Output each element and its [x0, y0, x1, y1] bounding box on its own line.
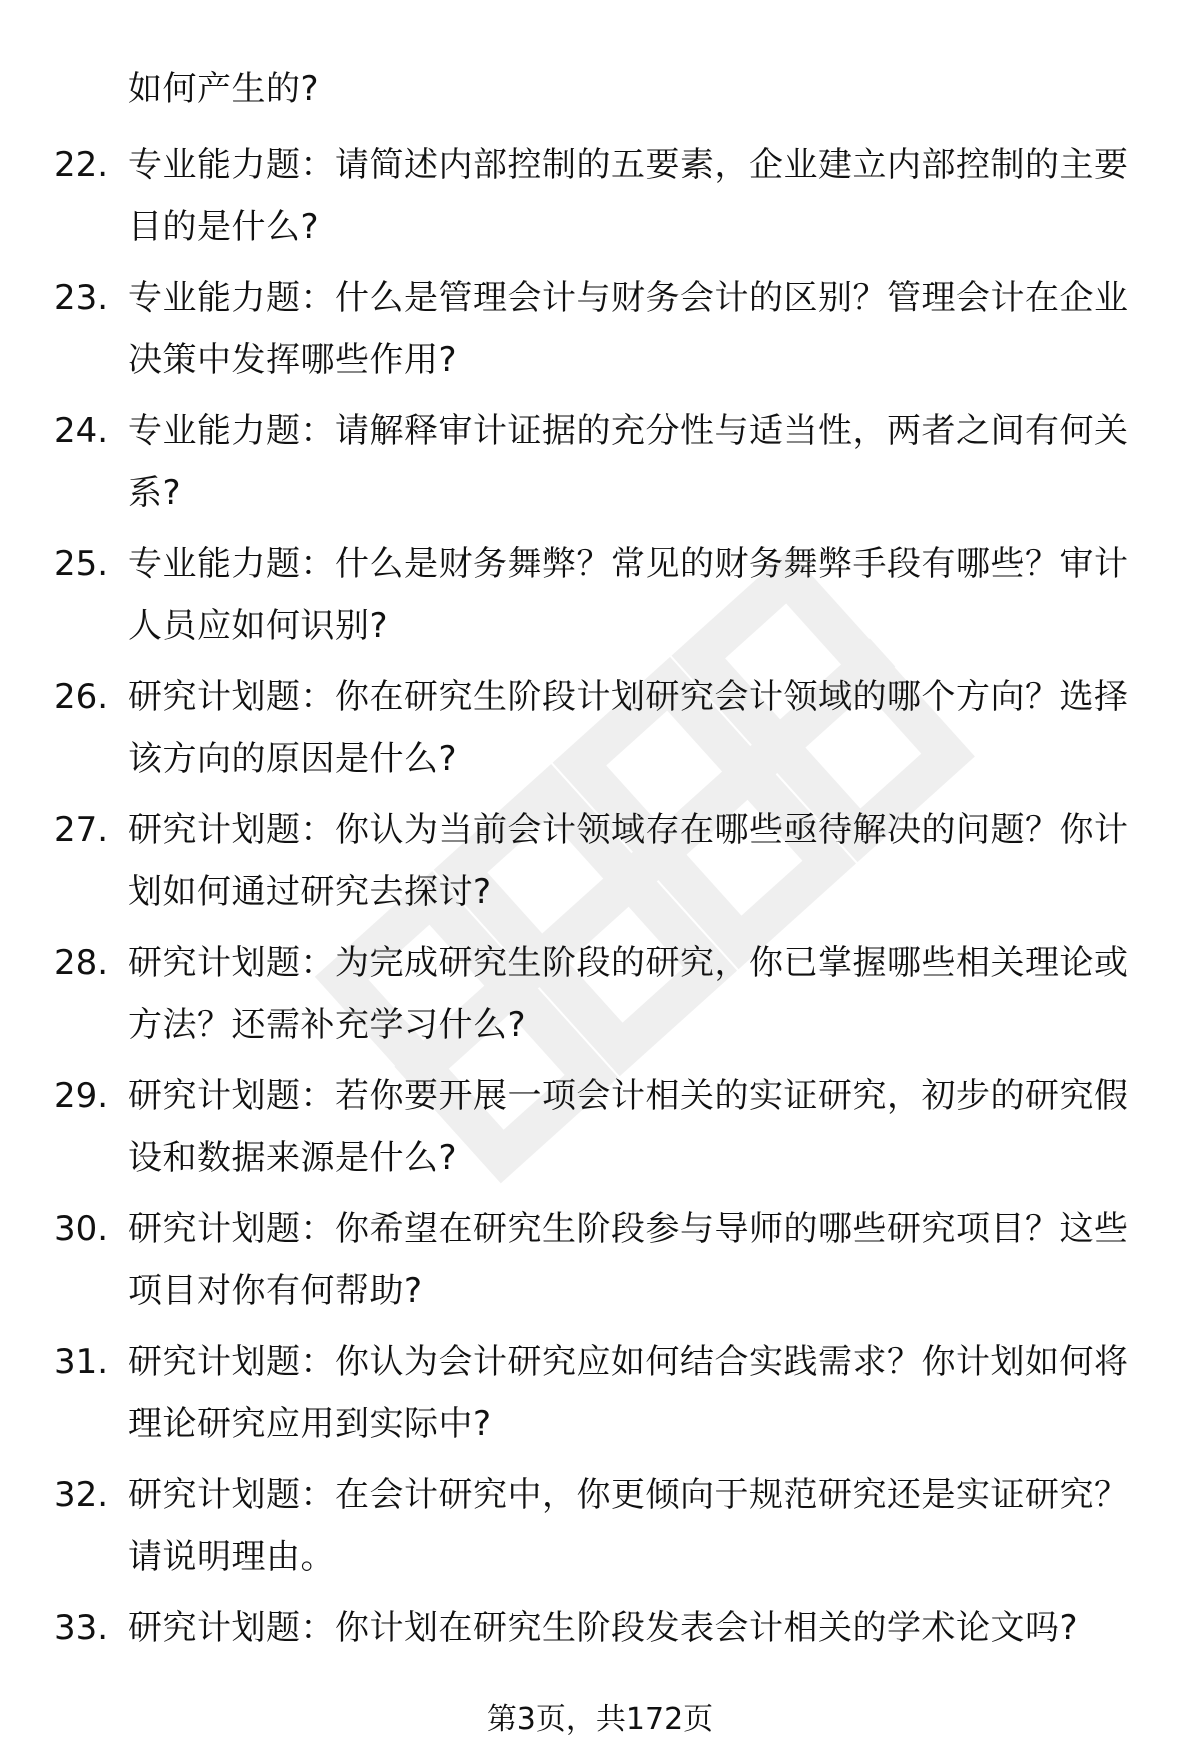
- question-item: [0, 932, 1200, 1056]
- question-item: [0, 1464, 1200, 1588]
- question-text: 研究计划题：若你要开展一项会计相关的实证研究，初步的研究假设和数据来源是什么?: [128, 1076, 1129, 1178]
- question-number: 26.: [54, 677, 109, 717]
- question-number: 29.: [54, 1076, 109, 1116]
- question-item: [0, 666, 1200, 790]
- question-text: 研究计划题：你认为当前会计领域存在哪些亟待解决的问题？你计划如何通过研究去探讨?: [128, 810, 1129, 912]
- question-number: 32.: [54, 1475, 109, 1515]
- question-number: 30.: [54, 1209, 109, 1249]
- question-text: 专业能力题：请解释审计证据的充分性与适当性，两者之间有何关系?: [128, 411, 1129, 513]
- question-list: [0, 134, 1200, 1730]
- question-number: 31.: [54, 1342, 109, 1382]
- question-item: [0, 267, 1200, 391]
- question-text: 专业能力题：请简述内部控制的五要素，企业建立内部控制的主要目的是什么?: [128, 145, 1129, 247]
- question-text: 研究计划题：你认为会计研究应如何结合实践需求？你计划如何将理论研究应用到实际中?: [128, 1342, 1129, 1444]
- question-number: 23.: [54, 278, 109, 318]
- question-number: 28.: [54, 943, 109, 983]
- question-item: [0, 799, 1200, 923]
- continued-question-text: 如何产生的?: [128, 69, 320, 109]
- question-number: 33.: [54, 1608, 109, 1648]
- question-number: 25.: [54, 544, 109, 584]
- question-item: [0, 533, 1200, 657]
- question-text: 研究计划题：为完成研究生阶段的研究，你已掌握哪些相关理论或方法？还需补充学习什么?: [128, 943, 1129, 1045]
- question-text: 专业能力题：什么是财务舞弊？常见的财务舞弊手段有哪些？审计人员应如何识别?: [128, 544, 1129, 646]
- question-item: [0, 1331, 1200, 1455]
- question-text: 专业能力题：什么是管理会计与财务会计的区别？管理会计在企业决策中发挥哪些作用?: [128, 278, 1129, 380]
- question-number: 22.: [54, 145, 109, 185]
- question-text: 研究计划题：你计划在研究生阶段发表会计相关的学术论文吗?: [128, 1608, 1079, 1648]
- question-item: [0, 134, 1200, 258]
- question-text: 研究计划题：你希望在研究生阶段参与导师的哪些研究项目？这些项目对你有何帮助?: [128, 1209, 1129, 1311]
- question-item: [0, 400, 1200, 524]
- question-number: 24.: [54, 411, 109, 451]
- question-item: [0, 1198, 1200, 1322]
- question-number: 27.: [54, 810, 109, 850]
- question-item: [0, 1065, 1200, 1189]
- page-footer: 第3页，共172页: [486, 1702, 714, 1737]
- question-text: 研究计划题：在会计研究中，你更倾向于规范研究还是实证研究？请说明理由。: [128, 1475, 1129, 1577]
- question-text: 研究计划题：你在研究生阶段计划研究会计领域的哪个方向？选择该方向的原因是什么?: [128, 677, 1129, 779]
